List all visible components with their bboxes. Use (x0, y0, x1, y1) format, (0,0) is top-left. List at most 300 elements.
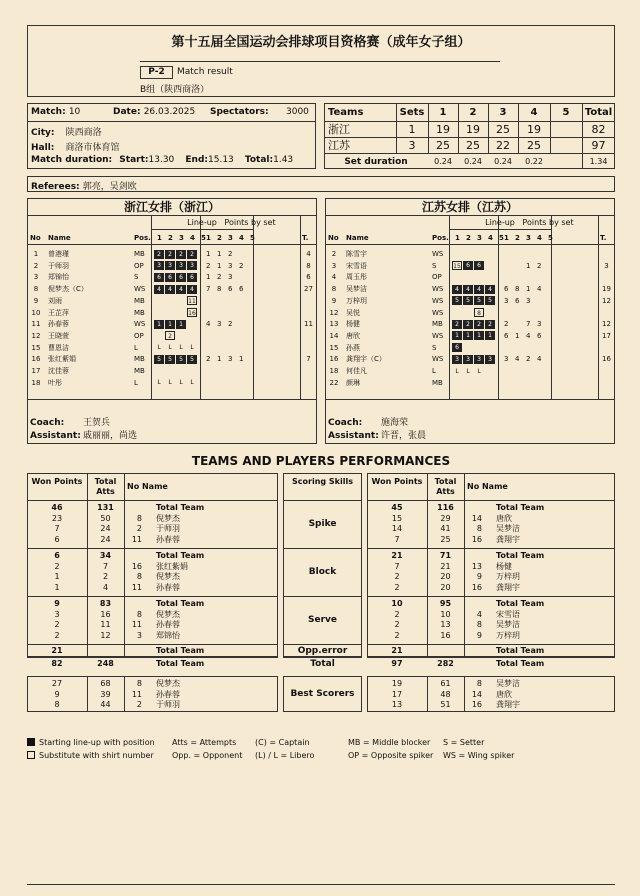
left-name: 孙春蓉 (156, 689, 180, 699)
left-name: Total Team (156, 646, 205, 655)
lineup-position: 3 (165, 261, 175, 270)
player-set-points: 8 (217, 285, 222, 294)
lineup-position: 2 (452, 320, 462, 329)
col-pos: Pos. (134, 234, 151, 242)
player-set-points: 3 (228, 261, 233, 270)
left-won: 1 (54, 572, 60, 581)
lineup-position: 2 (463, 320, 473, 329)
player-lineup-cell (176, 284, 187, 294)
left-no: 3 (136, 630, 142, 640)
legend-h: OP = Opposite spiker (348, 751, 434, 760)
player-lineup-cell (187, 261, 198, 271)
player-pos: MB (134, 308, 145, 317)
player-set-points: 3 (526, 296, 531, 305)
right-no: 14 (471, 513, 482, 523)
score-team: 江苏 (328, 139, 350, 152)
player-set-points: 1 (206, 273, 211, 282)
v-rule (449, 215, 450, 399)
player-total: 4 (306, 250, 311, 258)
player-lineup-cell (474, 261, 485, 271)
left-won: 9 (54, 599, 60, 608)
right-won: 45 (391, 503, 403, 512)
coach-name: 施海荣 (381, 418, 409, 428)
player-no: 11 (31, 320, 41, 329)
left-won: 21 (51, 646, 63, 655)
player-lineup-cell (474, 296, 485, 306)
right-atts: 25 (440, 534, 451, 544)
right-hdr-won: Won Points (371, 477, 423, 486)
right-name: 唐欣 (496, 513, 512, 523)
lineup-position: 8 (474, 308, 484, 317)
player-no: 9 (33, 296, 39, 305)
player-lineup-cell (485, 354, 496, 364)
left-won: 82 (51, 659, 63, 668)
player-lineup-cell (452, 296, 463, 306)
player-pos: WS (134, 320, 146, 329)
player-no: 15 (31, 343, 41, 352)
lineup-position: 5 (176, 355, 186, 364)
lineup-header: Line-up (187, 218, 217, 227)
h-rule (27, 244, 317, 245)
player-pos: MB (432, 320, 443, 329)
right-atts: 116 (437, 503, 454, 512)
player-lineup-cell (154, 319, 165, 329)
player-set-points: 3 (504, 296, 509, 305)
doc-code: P-2 (140, 66, 173, 79)
col-lineup-set: 1 (157, 234, 162, 242)
player-pos: WS (432, 331, 444, 340)
score-set: 25 (496, 123, 510, 136)
h-rule (27, 215, 317, 216)
player-no: 3 (331, 261, 337, 270)
assistant-name: 戚丽丽，尚选 (83, 431, 138, 441)
right-atts: 41 (440, 524, 451, 533)
v-rule (598, 215, 599, 399)
city-label: City: (31, 128, 55, 138)
h-rule (27, 399, 317, 400)
lineup-position: 4 (485, 285, 495, 294)
score-header: 5 (562, 107, 570, 118)
player-set-points: 2 (537, 261, 542, 270)
lineup-position: 4 (165, 285, 175, 294)
right-won: 2 (394, 630, 400, 640)
right-atts: 51 (440, 700, 451, 709)
h-rule (27, 548, 278, 549)
player-name: 王晓萱 (48, 331, 69, 340)
left-atts: 24 (100, 524, 111, 533)
lineup-position: 1 (154, 320, 164, 329)
right-no: 16 (471, 582, 482, 592)
lineup-position: L (157, 379, 161, 387)
left-name: 孙春蓉 (156, 534, 180, 544)
substitute-legend-icon (27, 751, 35, 759)
player-total: 11 (304, 320, 313, 329)
player-pos: MB (134, 367, 145, 375)
h-rule (324, 153, 615, 154)
player-lineup-cell (485, 284, 496, 294)
left-won: 46 (51, 503, 63, 512)
player-pos: WS (432, 250, 444, 258)
left-atts: 12 (100, 630, 111, 640)
match-label: Match: (31, 107, 66, 117)
right-won: 15 (391, 513, 403, 523)
right-won: 19 (391, 679, 403, 688)
score-header: Total (584, 107, 613, 118)
team-name: 江苏女排（江苏） (421, 200, 518, 214)
left-atts: 248 (97, 659, 114, 668)
player-lineup-cell (485, 296, 496, 306)
player-lineup-cell (474, 319, 485, 329)
player-lineup-cell (154, 261, 165, 271)
player-lineup-cell (154, 272, 165, 282)
left-no: 11 (131, 534, 142, 544)
lineup-position: 6 (474, 261, 484, 270)
col-points-set: 2 (515, 234, 520, 242)
right-won: 2 (394, 572, 400, 581)
left-atts: 83 (99, 599, 112, 608)
right-name: 唐欣 (496, 689, 512, 699)
right-atts: 71 (439, 551, 452, 560)
player-name: 周玉彤 (346, 273, 367, 282)
right-won: 13 (391, 700, 403, 709)
right-name: 万梓玥 (496, 630, 520, 640)
player-no: 16 (329, 355, 339, 364)
right-name: 杨健 (496, 561, 512, 571)
player-total: 16 (602, 355, 611, 364)
lineup-position: 2 (474, 320, 484, 329)
player-no: 4 (331, 273, 337, 282)
lineup-position: L (455, 367, 459, 375)
player-lineup-cell (485, 319, 496, 329)
player-set-points: 4 (526, 331, 531, 340)
h-rule (283, 644, 362, 645)
lineup-position: 5 (452, 296, 462, 305)
right-name: 龚翔宇 (496, 582, 520, 592)
left-name: 于师羽 (156, 524, 180, 533)
player-lineup-cell (187, 249, 198, 259)
coach-label: Coach: (328, 418, 363, 428)
perf-title: TEAMS AND PLAYERS PERFORMANCES (191, 454, 451, 468)
player-name: 王芷萍 (48, 308, 69, 317)
score-header: Teams (328, 107, 364, 118)
points-header: Points by set (522, 218, 574, 227)
right-no: 14 (471, 689, 482, 699)
player-set-points: 2 (228, 320, 233, 329)
player-no: 17 (31, 367, 41, 375)
left-atts: 11 (100, 620, 111, 629)
set-duration: 0.24 (494, 157, 512, 166)
left-name: Total Team (156, 599, 205, 608)
h-rule (27, 500, 278, 501)
player-total: 12 (602, 320, 611, 329)
left-name: 孙春蓉 (156, 620, 180, 629)
col-name: Name (346, 234, 369, 242)
left-no: 11 (131, 689, 142, 699)
lineup-position: 6 (452, 343, 462, 352)
lineup-position: 11 (188, 298, 196, 306)
left-no: 2 (136, 524, 142, 533)
h-rule (27, 644, 278, 645)
team-name: 浙江女排（浙江） (123, 200, 220, 214)
player-lineup-cell (176, 378, 187, 388)
match-no: 10 (68, 107, 81, 117)
left-name: 倪梦杰 (156, 572, 180, 581)
player-lineup-cell (474, 284, 485, 294)
player-name: 曾港瑾 (48, 250, 69, 258)
player-lineup-cell (452, 261, 463, 271)
lineup-position: 2 (165, 331, 175, 340)
lineup-position: 16 (188, 310, 196, 317)
player-lineup-cell (165, 284, 176, 294)
skill-name: Serve (308, 615, 337, 625)
col-total: T. (302, 234, 309, 242)
player-lineup-cell (463, 261, 474, 271)
score-set: 25 (466, 139, 480, 152)
score-total: 82 (591, 123, 606, 136)
player-name: 唐欣 (346, 331, 360, 340)
spectators-value: 3000 (286, 107, 309, 117)
player-pos: WS (432, 355, 444, 364)
lineup-position: 2 (187, 250, 197, 259)
lineup-position: 5 (485, 296, 495, 305)
player-pos: WS (432, 296, 444, 305)
h-rule (367, 500, 615, 501)
player-set-points: 6 (228, 285, 233, 294)
lineup-position: 6 (165, 273, 175, 282)
col-points-set: 4 (537, 234, 542, 242)
player-pos: OP (134, 261, 144, 270)
right-name: Total Team (496, 503, 545, 512)
right-no: 9 (476, 630, 482, 640)
player-set-points: 6 (504, 331, 509, 340)
player-no: 9 (331, 296, 337, 305)
col-lineup-set: 2 (466, 234, 471, 242)
skill-opp: Opp.error (297, 646, 348, 656)
player-name: 何佳凡 (346, 367, 367, 375)
player-no: 15 (329, 343, 339, 352)
lineup-position: 2 (176, 250, 186, 259)
player-name: 郑锦怡 (48, 273, 69, 282)
h-rule (283, 548, 362, 549)
player-lineup-cell (187, 284, 198, 294)
player-set-points: 4 (537, 285, 542, 294)
player-set-points: 2 (239, 261, 244, 270)
player-lineup-cell (165, 261, 176, 271)
referees-label: Referees: (31, 182, 80, 192)
lineup-position: 5 (165, 355, 175, 364)
skill-name: Spike (308, 519, 337, 529)
col-points-set: 4 (239, 234, 244, 242)
player-total: 7 (306, 355, 311, 364)
right-no: 16 (471, 700, 482, 709)
left-hdr-won: Won Points (31, 477, 83, 486)
score-header: 4 (530, 107, 538, 118)
player-lineup-cell (474, 331, 485, 341)
right-won: 2 (394, 620, 400, 629)
player-total: 12 (602, 296, 611, 305)
h-rule (367, 644, 615, 645)
player-set-points: 2 (504, 320, 509, 329)
lineup-position: L (168, 344, 172, 352)
lineup-position: 3 (452, 355, 462, 364)
legend-b: Substitute with shirt number (39, 751, 154, 760)
player-no: 3 (33, 273, 39, 282)
lineup-position: 5 (154, 355, 164, 364)
right-name: 万梓玥 (496, 572, 520, 581)
player-lineup-cell (463, 331, 474, 341)
player-no: 1 (33, 250, 39, 258)
player-set-points: 1 (239, 355, 244, 364)
lineup-position: 1 (474, 331, 484, 340)
start-value: 13.30 (148, 155, 175, 165)
h-rule (324, 137, 615, 138)
player-lineup-cell (187, 308, 198, 318)
player-set-points: 2 (526, 355, 531, 364)
lineup-position: 5 (463, 296, 473, 305)
lineup-position: 4 (463, 285, 473, 294)
left-name: 张红紫娟 (156, 561, 188, 571)
date-value: 26.03.2025 (143, 107, 196, 117)
player-lineup-cell (474, 308, 485, 318)
left-atts: 2 (102, 572, 109, 581)
left-won: 2 (54, 630, 60, 640)
score-header: 1 (439, 107, 447, 118)
h-rule (449, 229, 551, 230)
player-set-points: 3 (228, 273, 233, 282)
player-name: 张红紫娟 (48, 355, 76, 364)
right-won: 17 (391, 689, 403, 699)
player-lineup-cell (485, 331, 496, 341)
player-total: 6 (306, 273, 311, 282)
player-set-points: 2 (228, 250, 233, 258)
lineup-position: L (466, 367, 470, 375)
right-name: 吴梦洁 (496, 679, 520, 688)
end-label: End: (185, 155, 209, 165)
h-rule (325, 399, 615, 400)
player-set-points: 8 (515, 285, 520, 294)
score-set: 25 (527, 139, 541, 152)
right-atts: 20 (440, 572, 451, 581)
player-name: 吴悦 (346, 308, 360, 317)
player-lineup-cell (452, 319, 463, 329)
lineup-position: 6 (154, 273, 164, 282)
coach-label: Coach: (30, 418, 65, 428)
score-sets: 1 (408, 123, 416, 136)
lineup-position: L (179, 379, 183, 387)
legend-e: (C) = Captain (255, 738, 310, 747)
left-name: 郑锦怡 (156, 630, 180, 640)
h-rule (151, 229, 253, 230)
right-name: Total Team (496, 646, 545, 655)
player-set-points: 4 (206, 320, 211, 329)
player-set-points: 2 (217, 273, 222, 282)
player-no: 18 (31, 378, 41, 387)
player-lineup-cell (452, 343, 463, 353)
player-no: 22 (329, 378, 339, 387)
left-no: 8 (136, 609, 142, 619)
player-lineup-cell (176, 272, 187, 282)
right-no: 8 (476, 679, 482, 688)
assistant-label: Assistant: (328, 431, 379, 441)
right-no: 4 (476, 609, 482, 619)
player-lineup-cell (165, 354, 176, 364)
player-total: 3 (604, 261, 609, 270)
legend-d: Opp. = Opponent (172, 751, 243, 760)
h-rule (283, 596, 362, 597)
player-set-points: 3 (537, 320, 542, 329)
lineup-position: 2 (154, 250, 164, 259)
player-no: 2 (331, 250, 337, 258)
col-name: Name (48, 234, 71, 242)
right-won: 2 (394, 609, 400, 619)
left-won: 3 (54, 609, 60, 619)
player-name: 沈佳蓉 (48, 367, 69, 375)
lineup-position: 3 (187, 261, 197, 270)
player-pos: WS (134, 285, 146, 294)
player-lineup-cell (165, 331, 176, 341)
right-atts: 20 (440, 582, 451, 592)
right-won: 2 (394, 582, 400, 592)
lineup-position: 4 (452, 285, 462, 294)
left-no: 8 (136, 679, 142, 688)
duration-label: Match duration: (31, 155, 113, 165)
col-points-set: 3 (526, 234, 531, 242)
right-atts: 10 (440, 609, 451, 619)
score-header: 3 (499, 107, 507, 118)
right-name: 龚翔宇 (496, 534, 520, 544)
v-rule (151, 215, 152, 399)
player-lineup-cell (452, 331, 463, 341)
player-set-points: 6 (537, 331, 542, 340)
player-set-points: 1 (206, 250, 211, 258)
right-won: 14 (391, 524, 403, 533)
right-name: Total Team (496, 659, 545, 668)
left-won: 8 (54, 700, 60, 709)
lineup-position: 3 (154, 261, 164, 270)
player-lineup-cell (187, 354, 198, 364)
right-atts: 48 (440, 689, 451, 699)
score-set: 19 (527, 123, 541, 136)
left-atts: 24 (100, 534, 111, 544)
col-points-set: 5 (250, 234, 255, 242)
score-sets: 3 (408, 139, 416, 152)
h-rule (367, 657, 615, 658)
lineup-position: 6 (187, 273, 197, 282)
right-no: 16 (471, 534, 482, 544)
h-rule (325, 244, 615, 245)
hall-value: 商洛市体育馆 (65, 143, 120, 153)
left-won: 1 (54, 582, 60, 592)
skill-total: Total (310, 659, 335, 669)
player-lineup-cell (452, 284, 463, 294)
lineup-position: 3 (176, 261, 186, 270)
player-pos: MB (432, 378, 443, 387)
right-won: 97 (391, 659, 403, 668)
right-won: 7 (394, 561, 400, 571)
right-no: 9 (476, 572, 482, 581)
lineup-position: 1 (452, 331, 462, 340)
left-won: 6 (54, 534, 60, 544)
h-rule (27, 657, 278, 658)
player-lineup-cell (463, 366, 474, 376)
city-value: 陕西商洛 (65, 128, 102, 138)
player-set-points: 6 (515, 296, 520, 305)
player-set-points: 7 (206, 285, 211, 294)
player-set-points: 4 (537, 355, 542, 364)
col-lineup-set: 5 (201, 234, 206, 242)
player-pos: L (134, 378, 138, 387)
left-no: 2 (136, 700, 142, 709)
